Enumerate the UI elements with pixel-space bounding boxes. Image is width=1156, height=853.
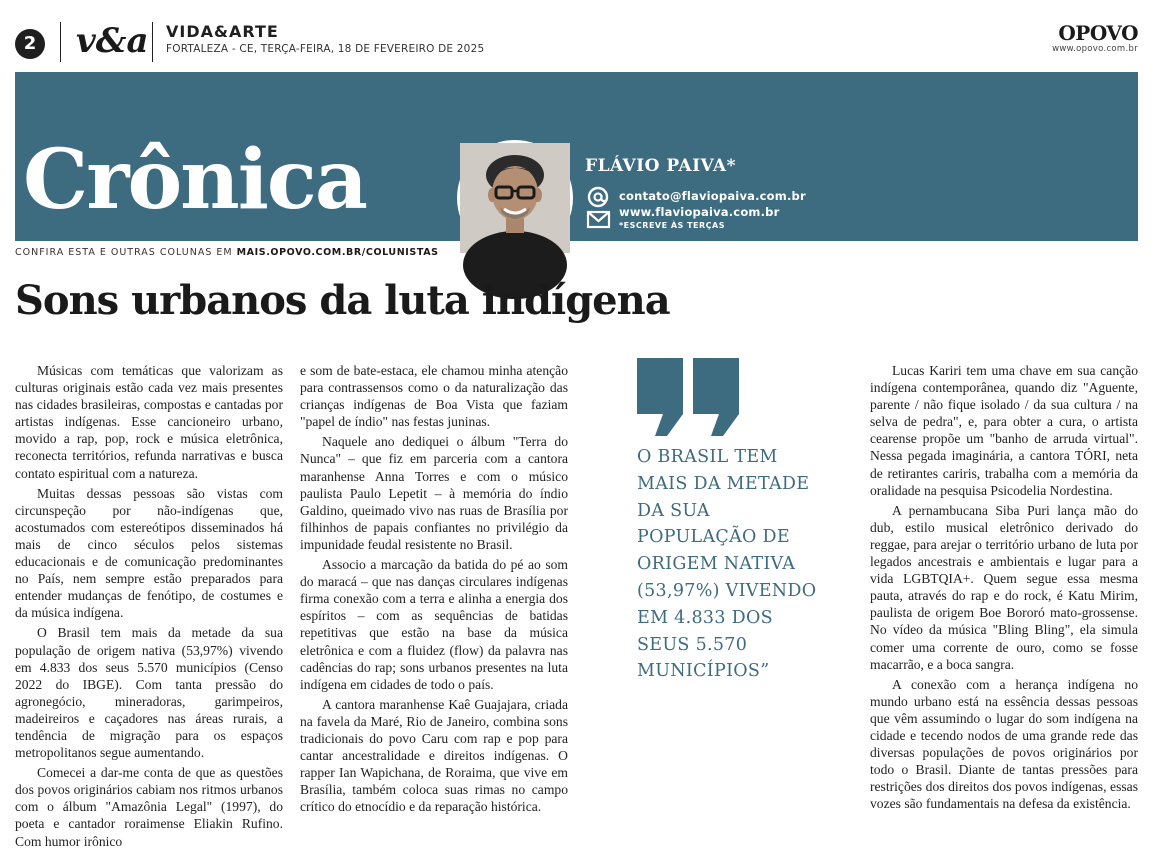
promo-text: CONFIRA ESTA E OUTRAS COLUNAS EM bbox=[15, 247, 237, 258]
article-headline: Sons urbanos da luta indígena bbox=[15, 277, 670, 324]
article-paragraph: A pernambucana Siba Puri lança mão do dub, estilo musical eletrônico derivado do reggae, para arejar o território urbano de luta por legados ancestrais e ambientais e lugar para a vida LGBTQIA+. Quem segue essa mesma pauta, através do rap e do rock, é Katu Mirim, paulista de origem Boe Bororó mato-grossense. No vídeo da música "Bling Bling", ela simula comer uma corrente de ouro, como se fosse macarrão, e a boca sangra. bbox=[870, 502, 1138, 672]
pull-quote: O BRASIL TEM MAIS DA METADE DA SUA POPULAÇÃO DE ORIGEM NATIVA (53,97%) VIVENDO EM 4.833 DOS SEUS 5.570 MUNICÍPIOS” bbox=[637, 447, 817, 682]
header-divider bbox=[152, 22, 153, 62]
quote-marks-icon bbox=[637, 358, 747, 436]
page-header bbox=[0, 0, 1156, 72]
article-paragraph: Naquele ano dediquei o álbum "Terra do Nunca" – que fiz em parceria com a cantora maranhense Anna Torres e com o músico paulista Paulo Lepetit – à memória do índio Galdino, queimado vivo nas ruas de Brasília por filhinhos de papais confiantes no privilégio da impunidade feudal resistente no Brasil. bbox=[300, 434, 568, 552]
promo-line bbox=[15, 247, 439, 258]
author-email[interactable]: contato@flaviopaiva.com.br bbox=[619, 189, 806, 203]
dateline: FORTALEZA - CE, TERÇA-FEIRA, 18 DE FEVEREIRO DE 2025 bbox=[166, 43, 485, 55]
article-column-4 bbox=[870, 362, 1138, 815]
vida-arte-logo bbox=[74, 18, 149, 64]
schedule-note: *ESCREVE ÀS TERÇAS bbox=[619, 221, 725, 230]
promo-link[interactable]: MAIS.OPOVO.COM.BR/COLUNISTAS bbox=[236, 247, 439, 258]
vida-arte-logo-text: v&a bbox=[76, 21, 149, 61]
article-paragraph: Lucas Kariri tem uma chave em sua canção indígena contemporânea, quando diz "Aguente, parente / não fique isolado / da sua cultura / na selva de pedra", e, para obter a cura, o artista cearense propõe um "banho de arruda virtual". Nessa pegada imaginária, a cantora TÓRI, neta de retirantes cariris, trabalha com a memória da oralidade na pesquisa Psicodelia Nordestina. bbox=[870, 363, 1138, 498]
at-sign-icon bbox=[589, 188, 607, 206]
brand-name: OPOVO bbox=[1058, 21, 1138, 45]
article-paragraph: Comecei a dar-me conta de que as questões dos povos originários cabiam nos ritmos urbanos com o álbum "Amazônia Legal" (1997), do poeta e cantador roraimense Eliakin Rufino. Com humor irônico bbox=[15, 765, 283, 849]
contact-icons bbox=[585, 186, 615, 232]
column-banner bbox=[15, 72, 1138, 241]
page-number: 2 bbox=[15, 29, 45, 59]
author-name: FLÁVIO PAIVA* bbox=[585, 156, 736, 176]
article-paragraph: Músicas com temáticas que valorizam as culturas originais estão cada vez mais presentes nas cidades brasileiras, compostas e cantadas por artistas indígenas. Esse cancioneiro urbano, movido a rap, pop, rock e música eletrônica, reconecta territórios, refunda narrativas e busca contato espiritual com a natureza. bbox=[15, 363, 283, 481]
author-website[interactable]: www.flaviopaiva.com.br bbox=[619, 205, 780, 219]
author-portrait-icon bbox=[460, 143, 570, 253]
article-column-1 bbox=[15, 362, 283, 853]
column-title: Crônica bbox=[23, 132, 366, 228]
author-photo bbox=[457, 140, 573, 256]
article-paragraph: O Brasil tem mais da metade da sua população de origem nativa (53,97%) vivendo em 4.833 dos seus 5.570 municípios (Censo 2022 do IBGE). Com tanta pressão do agronegócio, mineradoras, garimpeiros, madeireiros e caçadores nas áreas rurais, a tendência de migração para os espaços metropolitanos segue aumentando. bbox=[15, 625, 283, 761]
article-paragraph: e som de bate-estaca, ele chamou minha atenção para contrassensos como o da naturalização das crianças indígenas de Boa Vista que faziam "papel de índio" nas festas juninas. bbox=[300, 363, 568, 430]
brand-url[interactable]: www.opovo.com.br bbox=[1052, 44, 1138, 54]
envelope-icon bbox=[588, 212, 609, 227]
article-paragraph: A cantora maranhense Kaê Guajajara, criada na favela da Maré, Rio de Janeiro, combina sons tradicionais do povo Caru com rap e pop para cantar ancestralidade e direitos indígenas. O rapper Ian Wapichana, de Roraima, que vive em Brasília, também coloca suas rimas no campo crítico do etnocídio e da reparação histórica. bbox=[300, 696, 568, 815]
article-paragraph: Muitas dessas pessoas são vistas com circunspeção por não-indígenas que, acostumados com estereótipos disseminados há mais de cinco séculos pelos sistemas educacionais e de comunicação predominantes no País, nem sempre estão preparados para entender mudanças de fenótipo, de costumes e da música indígena. bbox=[15, 485, 283, 621]
newspaper-brand[interactable] bbox=[1052, 22, 1138, 54]
article-paragraph: A conexão com a herança indígena no mundo urbano está na essência dessas pessoas que vêm assumindo o lugar do som indígena na cidade e tecendo nodos de uma grande rede das diversas populações de povos originários por todo o Brasil. Diante de tantas pressões para restrições dos direitos dos povos indígenas, essas vozes são fundamentais na defesa da existência. bbox=[870, 676, 1138, 812]
article-paragraph: Associo a marcação da batida do pé ao som do maracá – que nas danças circulares indígenas firma conexão com a terra e alinha a energia dos espíritos – com as sequências de batidas repetitivas que estão na base da música eletrônica e com a fluidez (flow) da palavra nas cadências do rap; sons urbanos presentes na luta indígena em cidades de todo o país. bbox=[300, 557, 568, 692]
section-name: VIDA&ARTE bbox=[166, 22, 279, 41]
article-column-2 bbox=[300, 362, 568, 818]
header-divider bbox=[60, 22, 61, 62]
